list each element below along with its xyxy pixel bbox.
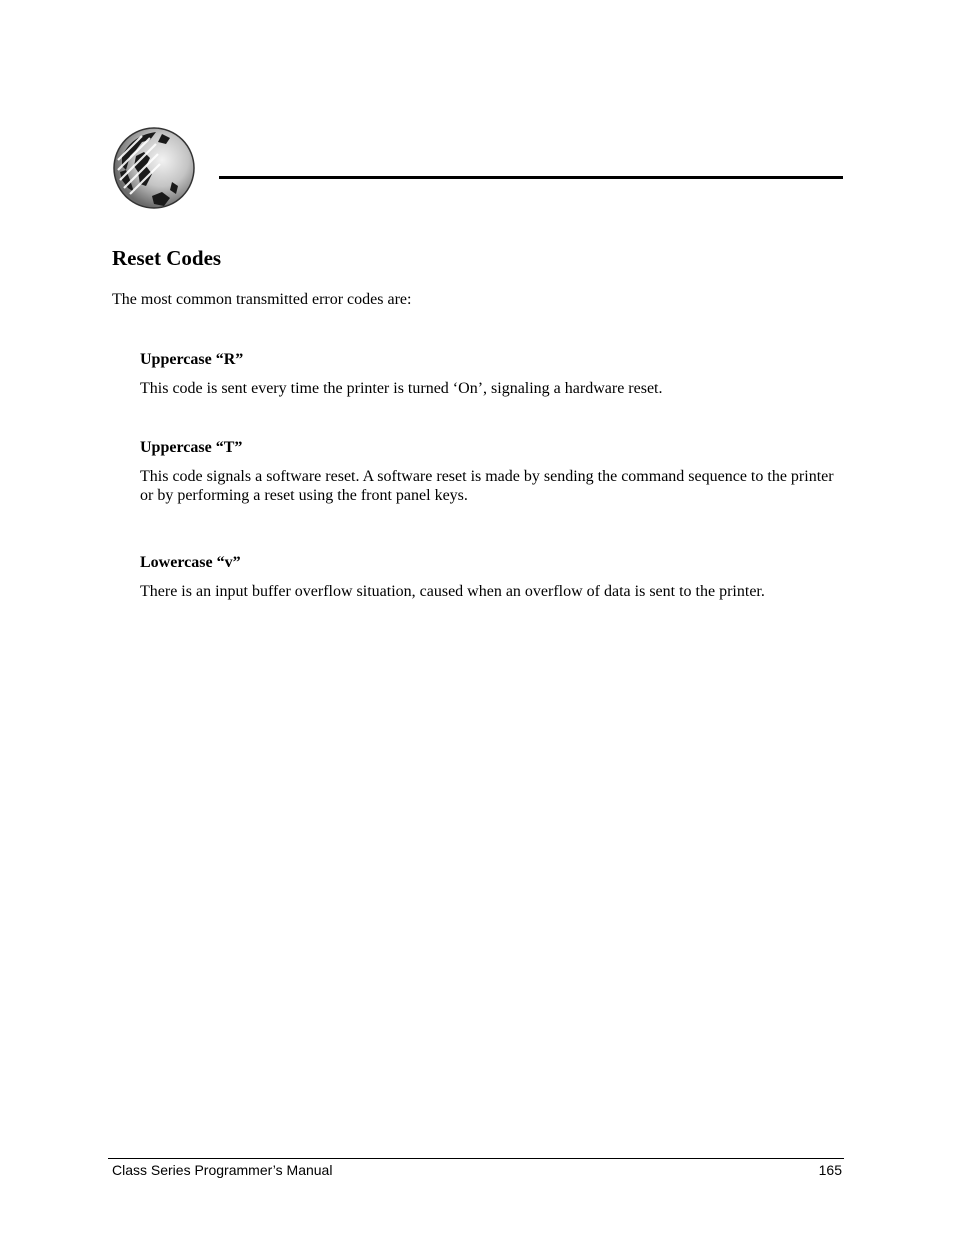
footer-page-number: 165 (818, 1162, 842, 1178)
intro-text: The most common transmitted error codes are: (112, 291, 412, 308)
code-title: Uppercase “R” (140, 351, 244, 368)
reset-code-item (140, 350, 844, 398)
footer-manual-title: Class Series Programmer’s Manual (112, 1162, 333, 1178)
code-title: Lowercase “v” (140, 554, 241, 571)
code-description: There is an input buffer overflow situation, caused when an overflow of data is sent to the printer. (140, 583, 765, 600)
globe-logo-icon (112, 126, 196, 210)
footer-rule (108, 1158, 844, 1159)
reset-code-item (140, 553, 844, 601)
code-title: Uppercase “T” (140, 439, 243, 456)
reset-code-item (140, 438, 844, 505)
code-description: This code signals a software reset. A software reset is made by sending the command sequence to the printer or by performing a reset using the front panel keys. (140, 468, 834, 504)
section-title: Reset Codes (112, 246, 222, 270)
code-description: This code is sent every time the printer is turned ‘On’, signaling a hardware reset. (140, 380, 663, 397)
header-rule (219, 176, 843, 179)
